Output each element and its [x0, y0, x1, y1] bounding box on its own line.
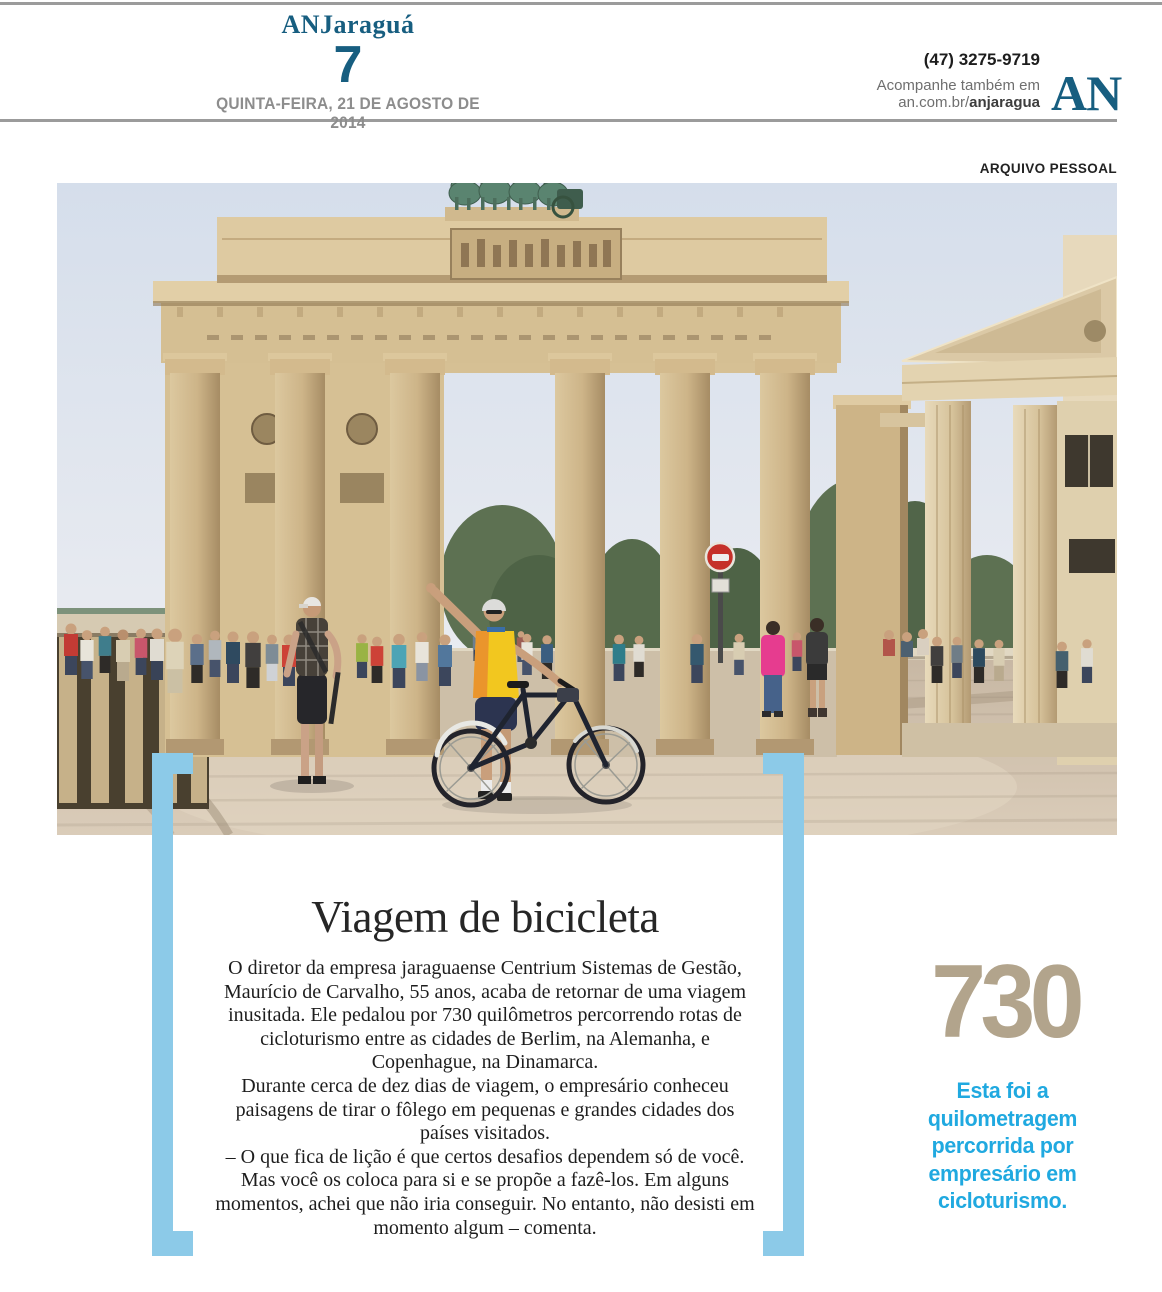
medallion	[347, 414, 377, 444]
edition-date: QUINTA-FEIRA, 21 DE AGOSTO DE 2014	[216, 95, 480, 133]
site-url: an.com.br/anjaragua	[898, 94, 1040, 112]
an-newspaper-logo: AN	[1051, 65, 1122, 121]
section-name: ANJaraguá	[281, 10, 415, 39]
follow-text	[877, 77, 1040, 112]
page-number: 7	[333, 36, 363, 94]
article	[215, 891, 755, 1240]
phone-number: (47) 3275-9719	[923, 50, 1040, 69]
masthead	[195, 10, 501, 133]
stat-caption: Esta foi a quilometragem percorrida por empresário em cicloturismo.	[927, 1078, 1078, 1213]
pediment-relief	[1084, 320, 1106, 342]
handlebar-bag	[557, 688, 579, 702]
article-photo	[57, 183, 1117, 835]
left-quote-bracket	[152, 753, 193, 1256]
saddle	[507, 681, 529, 688]
article-paragraph: – O que fica de lição é que certos desafios dependem só de você. Mas você os coloca para si e se propõe a fazê-los. Em alguns momentos, achei que não iria conseguir. No entanto, não desisti em momento algum – comenta.	[215, 1145, 755, 1239]
top-rule	[0, 2, 1162, 5]
header-rule	[0, 119, 1117, 122]
window	[1069, 539, 1115, 573]
article-body	[215, 957, 755, 1240]
contact-block	[877, 50, 1040, 112]
article-title: Viagem de bicicleta	[311, 892, 659, 942]
right-quote-bracket	[763, 753, 804, 1256]
photo-credit: ARQUIVO PESSOAL	[979, 161, 1117, 176]
article-paragraph: O diretor da empresa jaraguaense Centrium Sistemas de Gestão, Maurício de Carvalho, 55 anos, acaba de retornar de uma viagem inusitada. Ele pedalou por 730 quilômetros percorrendo rotas de cicloturismo entre as cidades de Berlim, na Alemanha, e Copenhague, na Dinamarca.	[223, 957, 746, 1074]
follow-line: Acompanhe também em	[876, 77, 1040, 94]
stat-number: 730	[931, 944, 1079, 1060]
sunglasses	[486, 610, 502, 614]
article-paragraph: Durante cerca de dez dias de viagem, o empresário conheceu paisagens de tirar o fôlego em pequenas e grandes cidades dos países visitados.	[235, 1074, 735, 1145]
